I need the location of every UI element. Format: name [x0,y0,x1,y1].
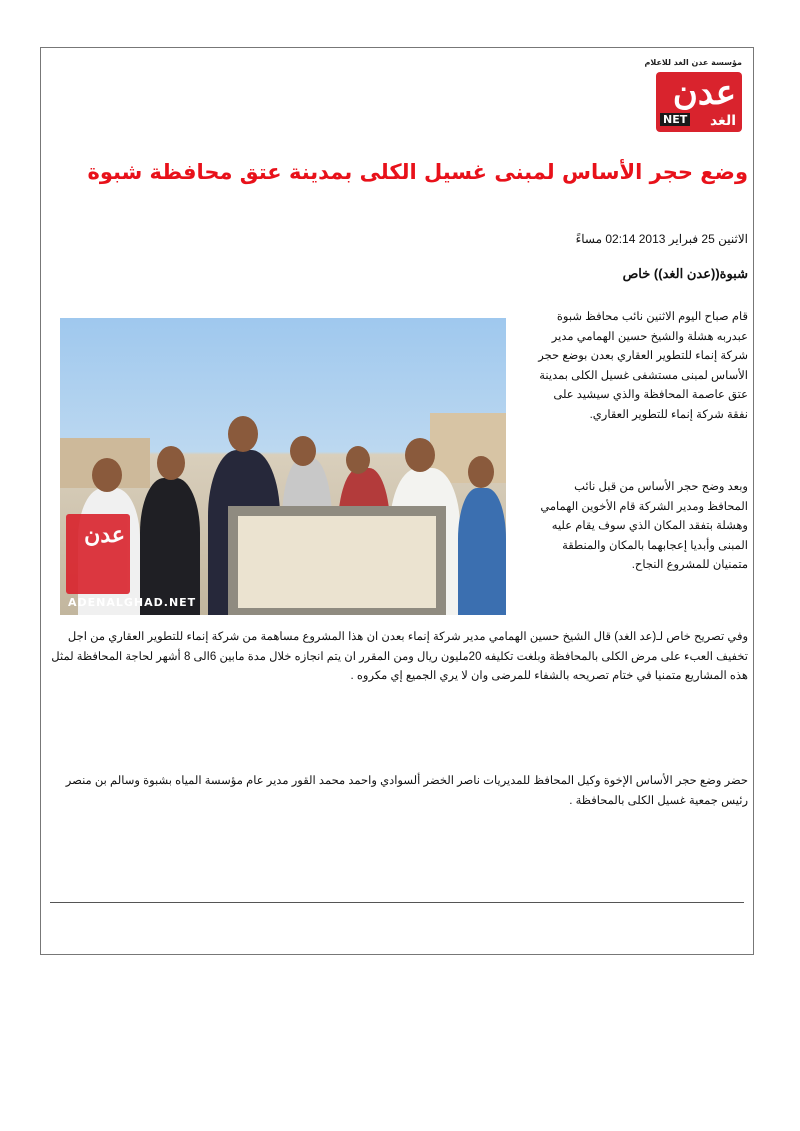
article-paragraph-2: وبعد وضح حجر الأساس من قبل نائب المحافظ ومدير الشركة قام الأخوين الهمامي وهشلة بتفقد المكان الذي سوف يقام عليه المبنى وأبديا إعجابهما بالمكان والمنطقة متمنيان للمشروع النجاح. [540,481,748,571]
photo-head [228,416,258,452]
photo-head [346,446,370,474]
logo-sub-text: الغد [709,113,736,129]
photo-head [468,456,494,488]
photo-plaque [238,516,436,608]
photo-head [290,436,316,466]
logo-tagline: مؤسسة عدن الغد للاعلام [644,58,742,67]
article-photo [60,318,506,615]
site-logo[interactable] [644,58,742,138]
logo-main-text: عدن [672,73,736,113]
photo-head [157,446,185,480]
article-title: وضع حجر الأساس لمبنى غسيل الكلى بمدينة عتق محافظة شبوة [87,160,748,184]
logo-net-badge: NET [660,113,690,126]
photo-head [92,458,122,492]
article-byline: شبوة((عدن الغد)) خاص [622,266,748,281]
article-paragraph-3: وفي تصريح خاص لـ(عد الغد) قال الشيخ حسين الهمامي مدير شركة إنماء بعدن ان هذا المشروع مساهمة من شركة إنماء للتطوير العقاري من اجل تخفيف العبء على مرض الكلى بالمحافظة وبلغت تكليفه 20مليون ريال ومن المقرر ان يتم انجازه خلال مدة مابين 6الى 8 أشهر لحاجة المحافظة لمثل هذه المشاريع متمنيا في ختام تصريحه بالشفاء للمرضى وان لا يري الجميع إي مكروه . [51,631,748,682]
photo-head [405,438,435,472]
photo-watermark-logo-text: عدن [84,522,125,548]
logo-box [656,72,742,132]
photo-watermark-text: ADENALGHAD.NET [68,596,197,609]
article-date: الاثنين 25 فبراير 2013 02:14 مساءً [575,232,748,246]
bottom-divider [50,902,744,903]
photo-person [458,488,506,615]
photo-watermark-logo [66,514,130,594]
article-paragraph-4: حضر وضع حجر الأساس الإخوة وكيل المحافظ للمديريات ناصر الخضر ألسوادي واحمد محمد القور مدير عام مؤسسة المياه بشبوة وسالم بن منصر رئيس جمعية غسيل الكلى بالمحافظة . [65,775,748,807]
article-paragraph-1: قام صباح اليوم الاثنين نائب محافظ شبوة عبدربه هشلة والشيخ حسين الهمامي مدير شركة إنماء للتطوير العقاري بعدن بوضع حجر الأساس لمبنى مستشفى غسيل الكلى بمدينة عتق عاصمة المحافظة والذي سيشيد على نفقة شركة إنماء للتطوير العقاري. [538,311,748,421]
photo-person [140,478,200,615]
